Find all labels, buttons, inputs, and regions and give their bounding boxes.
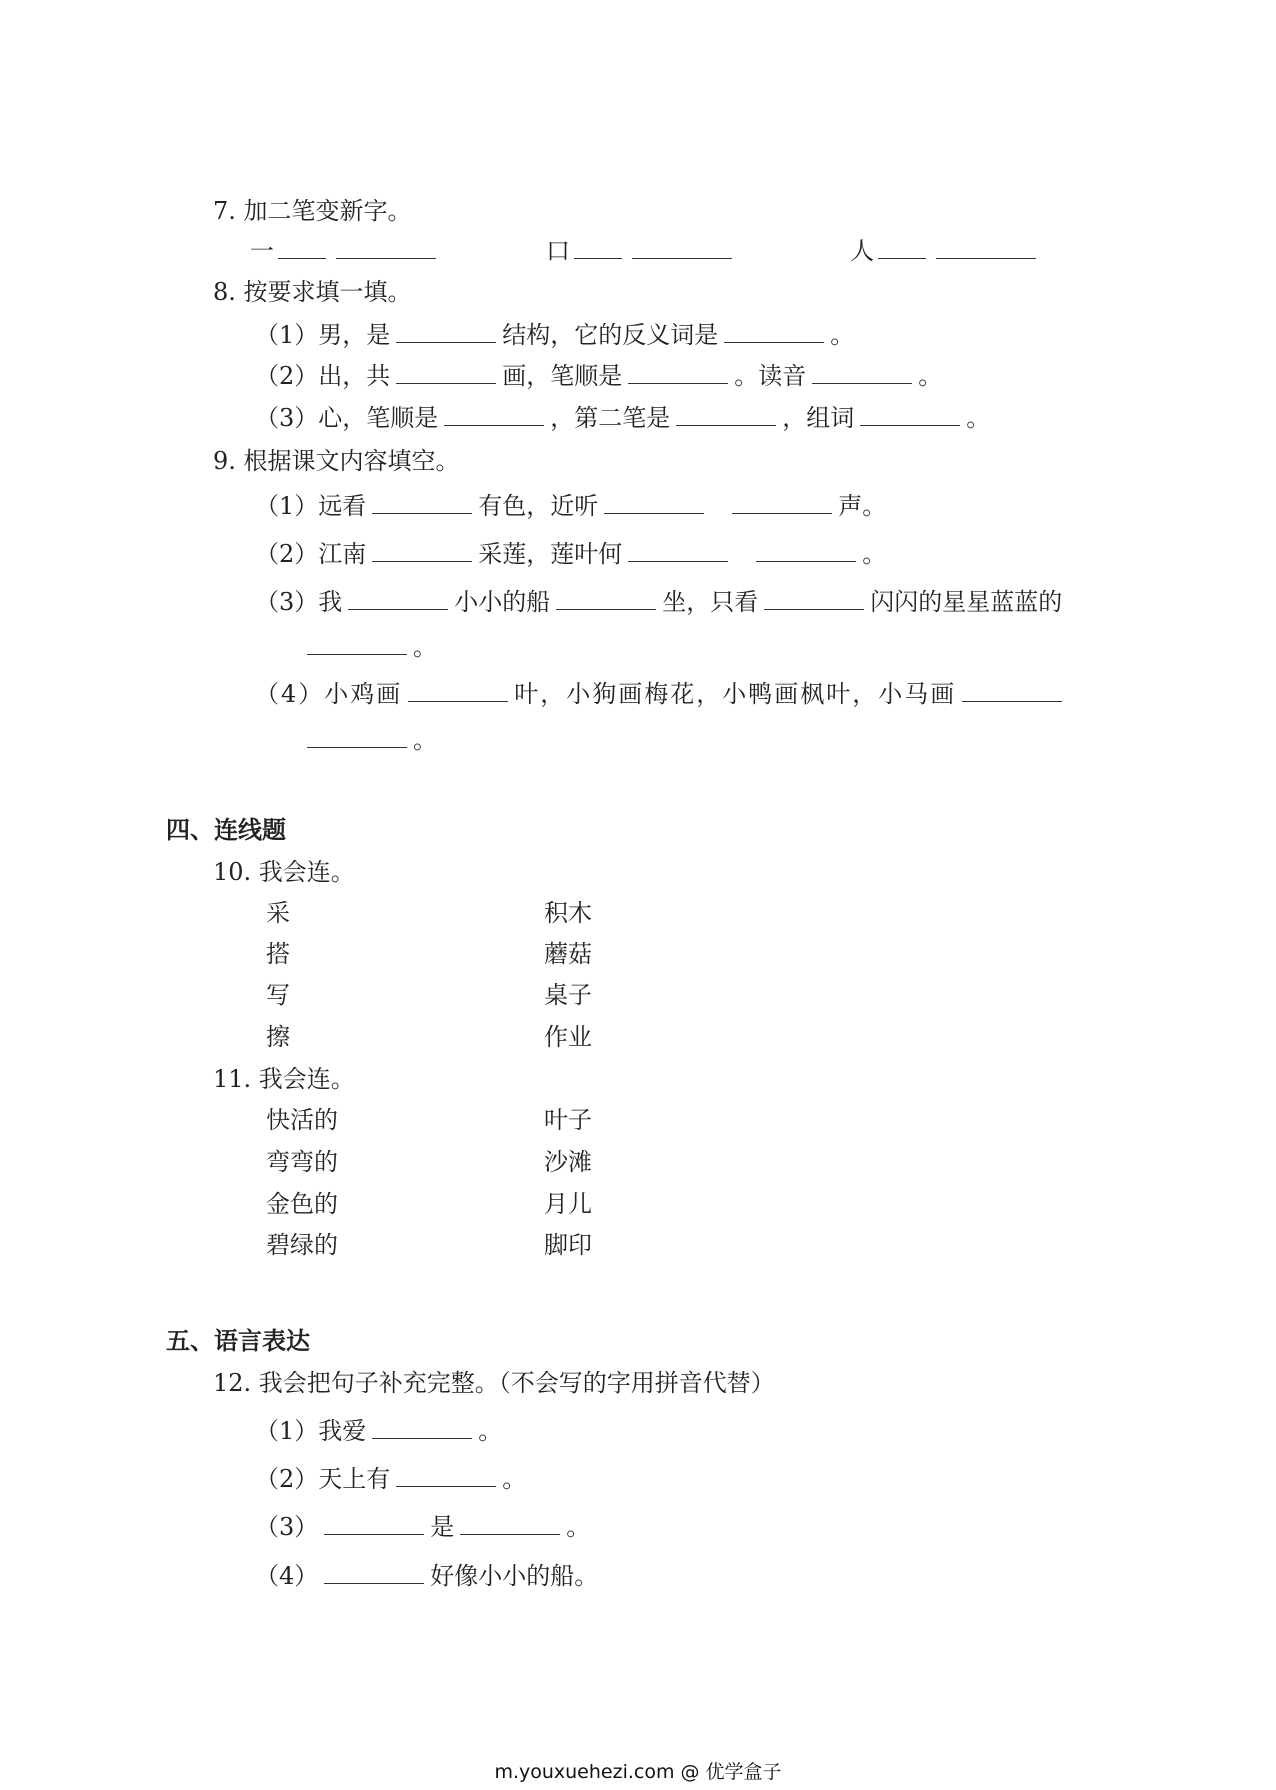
blank[interactable] <box>396 361 496 384</box>
blank[interactable] <box>936 236 1036 259</box>
q11-right-3: 月儿 <box>544 1190 592 1218</box>
q12-line-3: （3） 是 。 <box>255 1513 591 1541</box>
q9-line-4-cont: 。 <box>307 725 437 755</box>
blank[interactable] <box>732 491 832 514</box>
q10-left-3: 写 <box>266 981 290 1009</box>
q10-left-1: 采 <box>266 899 290 927</box>
q9-line-4: （4）小鸡画 叶，小狗画梅花，小鸭画枫叶，小马画 <box>255 679 1068 709</box>
blank[interactable] <box>756 539 856 562</box>
blank[interactable] <box>962 679 1062 702</box>
section-4-heading: 四、连线题 <box>166 816 286 844</box>
q10-left-4: 擦 <box>266 1023 290 1051</box>
q7-item-2: 口 <box>546 236 738 266</box>
blank[interactable] <box>372 539 472 562</box>
q9-line-3: （3）我 小小的船 坐，只看 闪闪的星星蓝蓝的 <box>255 588 1063 616</box>
blank[interactable] <box>628 539 728 562</box>
blank[interactable] <box>604 491 704 514</box>
blank[interactable] <box>324 1512 424 1535</box>
blank[interactable] <box>348 587 448 610</box>
footer-watermark: m.youxuehezi.com @ 优学盒子 <box>494 1761 782 1783</box>
q9-line-2: （2）江南 采莲，莲叶何 。 <box>255 540 887 568</box>
q11-right-1: 叶子 <box>544 1106 592 1134</box>
q12-line-2: （2）天上有 。 <box>255 1465 527 1493</box>
blank[interactable] <box>408 679 508 702</box>
blank[interactable] <box>307 725 407 748</box>
section-5-heading: 五、语言表达 <box>166 1327 310 1355</box>
q9-title: 9. 根据课文内容填空。 <box>213 447 460 475</box>
q8-line-2: （2）出，共 画，笔顺是 。读音 。 <box>255 362 943 390</box>
q10-right-3: 桌子 <box>544 981 592 1009</box>
blank[interactable] <box>324 1561 424 1584</box>
q11-title: 11. 我会连。 <box>213 1065 355 1093</box>
blank[interactable] <box>676 403 776 426</box>
blank[interactable] <box>632 236 732 259</box>
q8-line-1: （1）男，是 结构，它的反义词是 。 <box>255 321 855 349</box>
blank[interactable] <box>812 361 912 384</box>
q12-line-4: （4） 好像小小的船。 <box>255 1562 599 1590</box>
blank[interactable] <box>860 403 960 426</box>
q7-item-1: 一 <box>250 236 442 266</box>
q10-right-1: 积木 <box>544 899 592 927</box>
q10-right-4: 作业 <box>544 1023 592 1051</box>
q9-line-3-cont: 。 <box>307 632 437 662</box>
blank[interactable] <box>444 403 544 426</box>
q11-right-4: 脚印 <box>544 1231 592 1259</box>
q7-item-3: 人 <box>850 236 1042 266</box>
blank[interactable] <box>372 1416 472 1439</box>
blank[interactable] <box>724 320 824 343</box>
q10-right-2: 蘑菇 <box>544 940 592 968</box>
q11-right-2: 沙滩 <box>544 1148 592 1176</box>
blank[interactable] <box>336 236 436 259</box>
blank[interactable] <box>460 1512 560 1535</box>
blank[interactable] <box>372 491 472 514</box>
q12-line-1: （1）我爱 。 <box>255 1417 503 1445</box>
blank[interactable] <box>764 587 864 610</box>
blank[interactable] <box>307 632 407 655</box>
q12-title: 12. 我会把句子补充完整。（不会写的字用拼音代替） <box>213 1369 775 1397</box>
q8-line-3: （3）心，笔顺是 ，第二笔是 ，组词 。 <box>255 404 991 432</box>
q10-left-2: 搭 <box>266 940 290 968</box>
q11-left-4: 碧绿的 <box>266 1231 338 1259</box>
blank[interactable] <box>396 320 496 343</box>
q8-title: 8. 按要求填一填。 <box>213 278 412 306</box>
blank[interactable] <box>628 361 728 384</box>
q11-left-1: 快活的 <box>266 1106 338 1134</box>
blank[interactable] <box>556 587 656 610</box>
q7-title: 7. 加二笔变新字。 <box>213 197 412 225</box>
q10-title: 10. 我会连。 <box>213 858 355 886</box>
blank[interactable] <box>396 1464 496 1487</box>
q11-left-2: 弯弯的 <box>266 1148 338 1176</box>
q11-left-3: 金色的 <box>266 1190 338 1218</box>
q9-line-1: （1）远看 有色，近听 声。 <box>255 492 887 520</box>
